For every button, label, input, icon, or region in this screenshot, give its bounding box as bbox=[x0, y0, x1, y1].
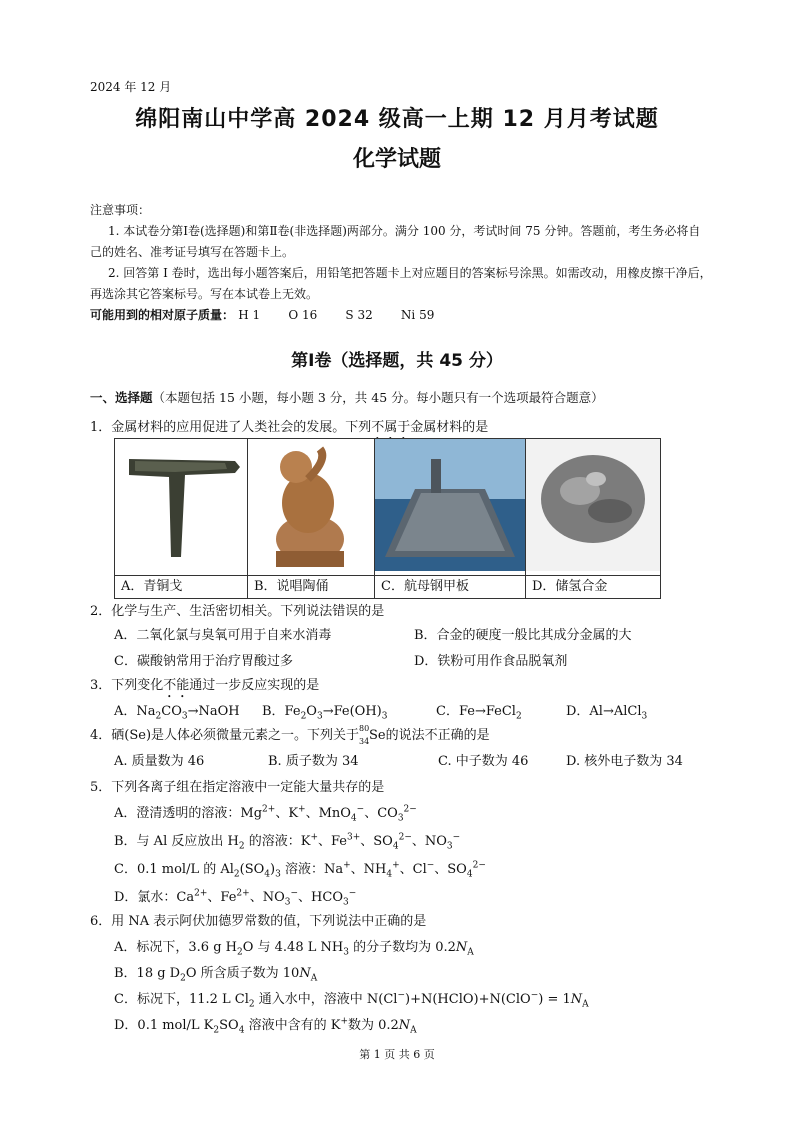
part-1-title: 第Ⅰ卷（选择题，共 45 分） bbox=[291, 351, 503, 371]
q3-stem-part-b: 通过一步反应实现的是 bbox=[189, 678, 320, 693]
q3-option-b: B．$Fe_2O_3\to Fe(OH)_3$ bbox=[262, 704, 388, 722]
question-5-stem: 5．下列各离子组在指定溶液中一定能大量共存的是 bbox=[90, 780, 385, 795]
atomic-masses-label: 可能用到的相对原子质量： bbox=[90, 308, 235, 322]
q1-image-c bbox=[375, 439, 526, 576]
q3-option-a: A．$Na_2CO_3\to NaOH$ bbox=[114, 704, 240, 722]
q1-image-a bbox=[115, 439, 248, 576]
notes-item-1: 1. 本试卷分第Ⅰ卷(选择题)和第Ⅱ卷(非选择题)两部分。满分 100 分，考试时间 75 分钟。答题前，考生务必将自己的姓名、准考证号填写在答题卡上。 bbox=[90, 224, 701, 259]
pottery-figurine-icon bbox=[248, 439, 374, 571]
q3-stem-emphasis: 不能 bbox=[163, 678, 190, 693]
q6-option-b: B．18 g $D_2O$ 所含质子数为 $10N_A$ bbox=[114, 966, 318, 984]
section-1-desc: （本题包括 15 小题，每小题 3 分，共 45 分。每小题只有一个选项最符合题意） bbox=[152, 390, 604, 405]
hydrogen-storage-alloy-icon bbox=[526, 439, 660, 571]
question-6-stem: 6．用 NA 表示阿伏加德罗常数的值，下列说法中正确的是 bbox=[90, 914, 427, 929]
q4-stem-part-a: 4．硒(Se)是人体必须微量元素之一。下列关于 bbox=[90, 728, 360, 743]
se-80-isotope: 80 34 Se bbox=[359, 724, 386, 746]
q2-option-d: D．铁粉可用作食品脱氧剂 bbox=[414, 654, 568, 669]
atom-o: O 16 bbox=[288, 308, 318, 322]
q1-caption-b: B．说唱陶俑 bbox=[248, 576, 375, 599]
q1-stem-emphasis: 不属于 bbox=[371, 420, 411, 435]
q1-image-b bbox=[248, 439, 375, 576]
exam-date: 2024 年 12 月 bbox=[90, 80, 172, 94]
atom-ni: Ni 59 bbox=[400, 308, 435, 322]
q1-image-table bbox=[114, 438, 661, 599]
q6-option-c: C．标况下，11.2 L $Cl_2$ 通入水中，溶液中 N(Cl−)+N(HClO)+N(ClO−) = $1N_A$ bbox=[114, 990, 589, 1010]
section-1-heading bbox=[90, 388, 604, 406]
notes-block bbox=[90, 200, 712, 326]
aircraft-carrier-icon bbox=[375, 439, 525, 571]
notes-heading: 注意事项： bbox=[90, 203, 151, 217]
atomic-masses bbox=[90, 305, 712, 326]
q4-option-b: B. 质子数为 34 bbox=[268, 754, 359, 769]
q3-option-c: C．Fe→FeCl$_2$ bbox=[436, 704, 522, 722]
q2-option-b: B．合金的硬度一般比其成分金属的大 bbox=[414, 628, 632, 643]
q1-caption-a: A．青铜戈 bbox=[115, 576, 248, 599]
q2-option-a: A．二氧化氯与臭氧可用于自来水消毒 bbox=[114, 628, 332, 643]
question-2-stem: 2．化学与生产、生活密切相关。下列说法错误的是 bbox=[90, 604, 385, 619]
q5-option-d: D．氯水：$Ca^{2+}$、$Fe^{2+}$、$NO_3^-$、$HCO_3^-$ bbox=[114, 888, 357, 908]
q3-stem-part-a: 3．下列变化 bbox=[90, 678, 164, 693]
q2-option-c: C．碳酸钠常用于治疗胃酸过多 bbox=[114, 654, 293, 669]
q6-option-d: D．0.1 mol/L $K_2SO_4$ 溶液中含有的 K+数为 $0.2N_A$ bbox=[114, 1016, 417, 1036]
q1-image-d bbox=[526, 439, 661, 576]
q4-stem-part-b: 的说法不正确的是 bbox=[385, 728, 490, 743]
q1-caption-d: D．储氢合金 bbox=[526, 576, 661, 599]
exam-subtitle: 化学试题 bbox=[352, 147, 441, 172]
q6-option-a: A．标况下，3.6 g $H_2O$ 与 4.48 L $NH_3$ 的分子数均为 $0.2N_A$ bbox=[114, 940, 474, 958]
q5-option-a: A．澄清透明的溶液：$Mg^{2+}$、K+、MnO$_4$−、$CO_3^{2-}$ bbox=[114, 804, 417, 824]
q4-option-c: C. 中子数为 46 bbox=[438, 754, 529, 769]
question-4-stem bbox=[90, 724, 710, 746]
section-1-label: 一、选择题 bbox=[90, 390, 153, 405]
q3-option-d: D．Al→AlCl$_3$ bbox=[566, 704, 648, 722]
q4-option-d: D. 核外电子数为 34 bbox=[566, 754, 683, 769]
bronze-dagger-axe-icon bbox=[115, 439, 247, 571]
q5-option-b: B．与 Al 反应放出 $H_2$ 的溶液：K+、$Fe^{3+}$、$SO_4^{2-}$、$NO_3^-$ bbox=[114, 832, 461, 852]
atom-s: S 32 bbox=[345, 308, 373, 322]
exam-title: 绵阳南山中学高 2024 级高一上期 12 月月考试题 bbox=[135, 107, 659, 132]
q4-option-a: A. 质量数为 46 bbox=[114, 754, 205, 769]
notes-item-2: 2. 回答第 Ⅰ 卷时，选出每小题答案后，用铅笔把答题卡上对应题目的答案标号涂黑。如需改动，用橡皮擦干净后，再选涂其它答案标号。写在本试卷上无效。 bbox=[90, 266, 712, 301]
q1-stem-part-b: 金属材料的是 bbox=[410, 420, 489, 435]
atom-h: H 1 bbox=[238, 308, 261, 322]
question-3-stem bbox=[90, 674, 710, 701]
q5-option-c: C．0.1 mol/L 的 $Al_2(SO_4)_3$ 溶液：Na+、$NH_4^+$、Cl−、$SO_4^{2-}$ bbox=[114, 860, 486, 880]
q1-caption-c: C．航母钢甲板 bbox=[375, 576, 526, 599]
page-footer: 第 1 页 共 6 页 bbox=[359, 1048, 435, 1061]
q1-stem-part-a: 1．金属材料的应用促进了人类社会的发展。下列 bbox=[90, 420, 372, 435]
